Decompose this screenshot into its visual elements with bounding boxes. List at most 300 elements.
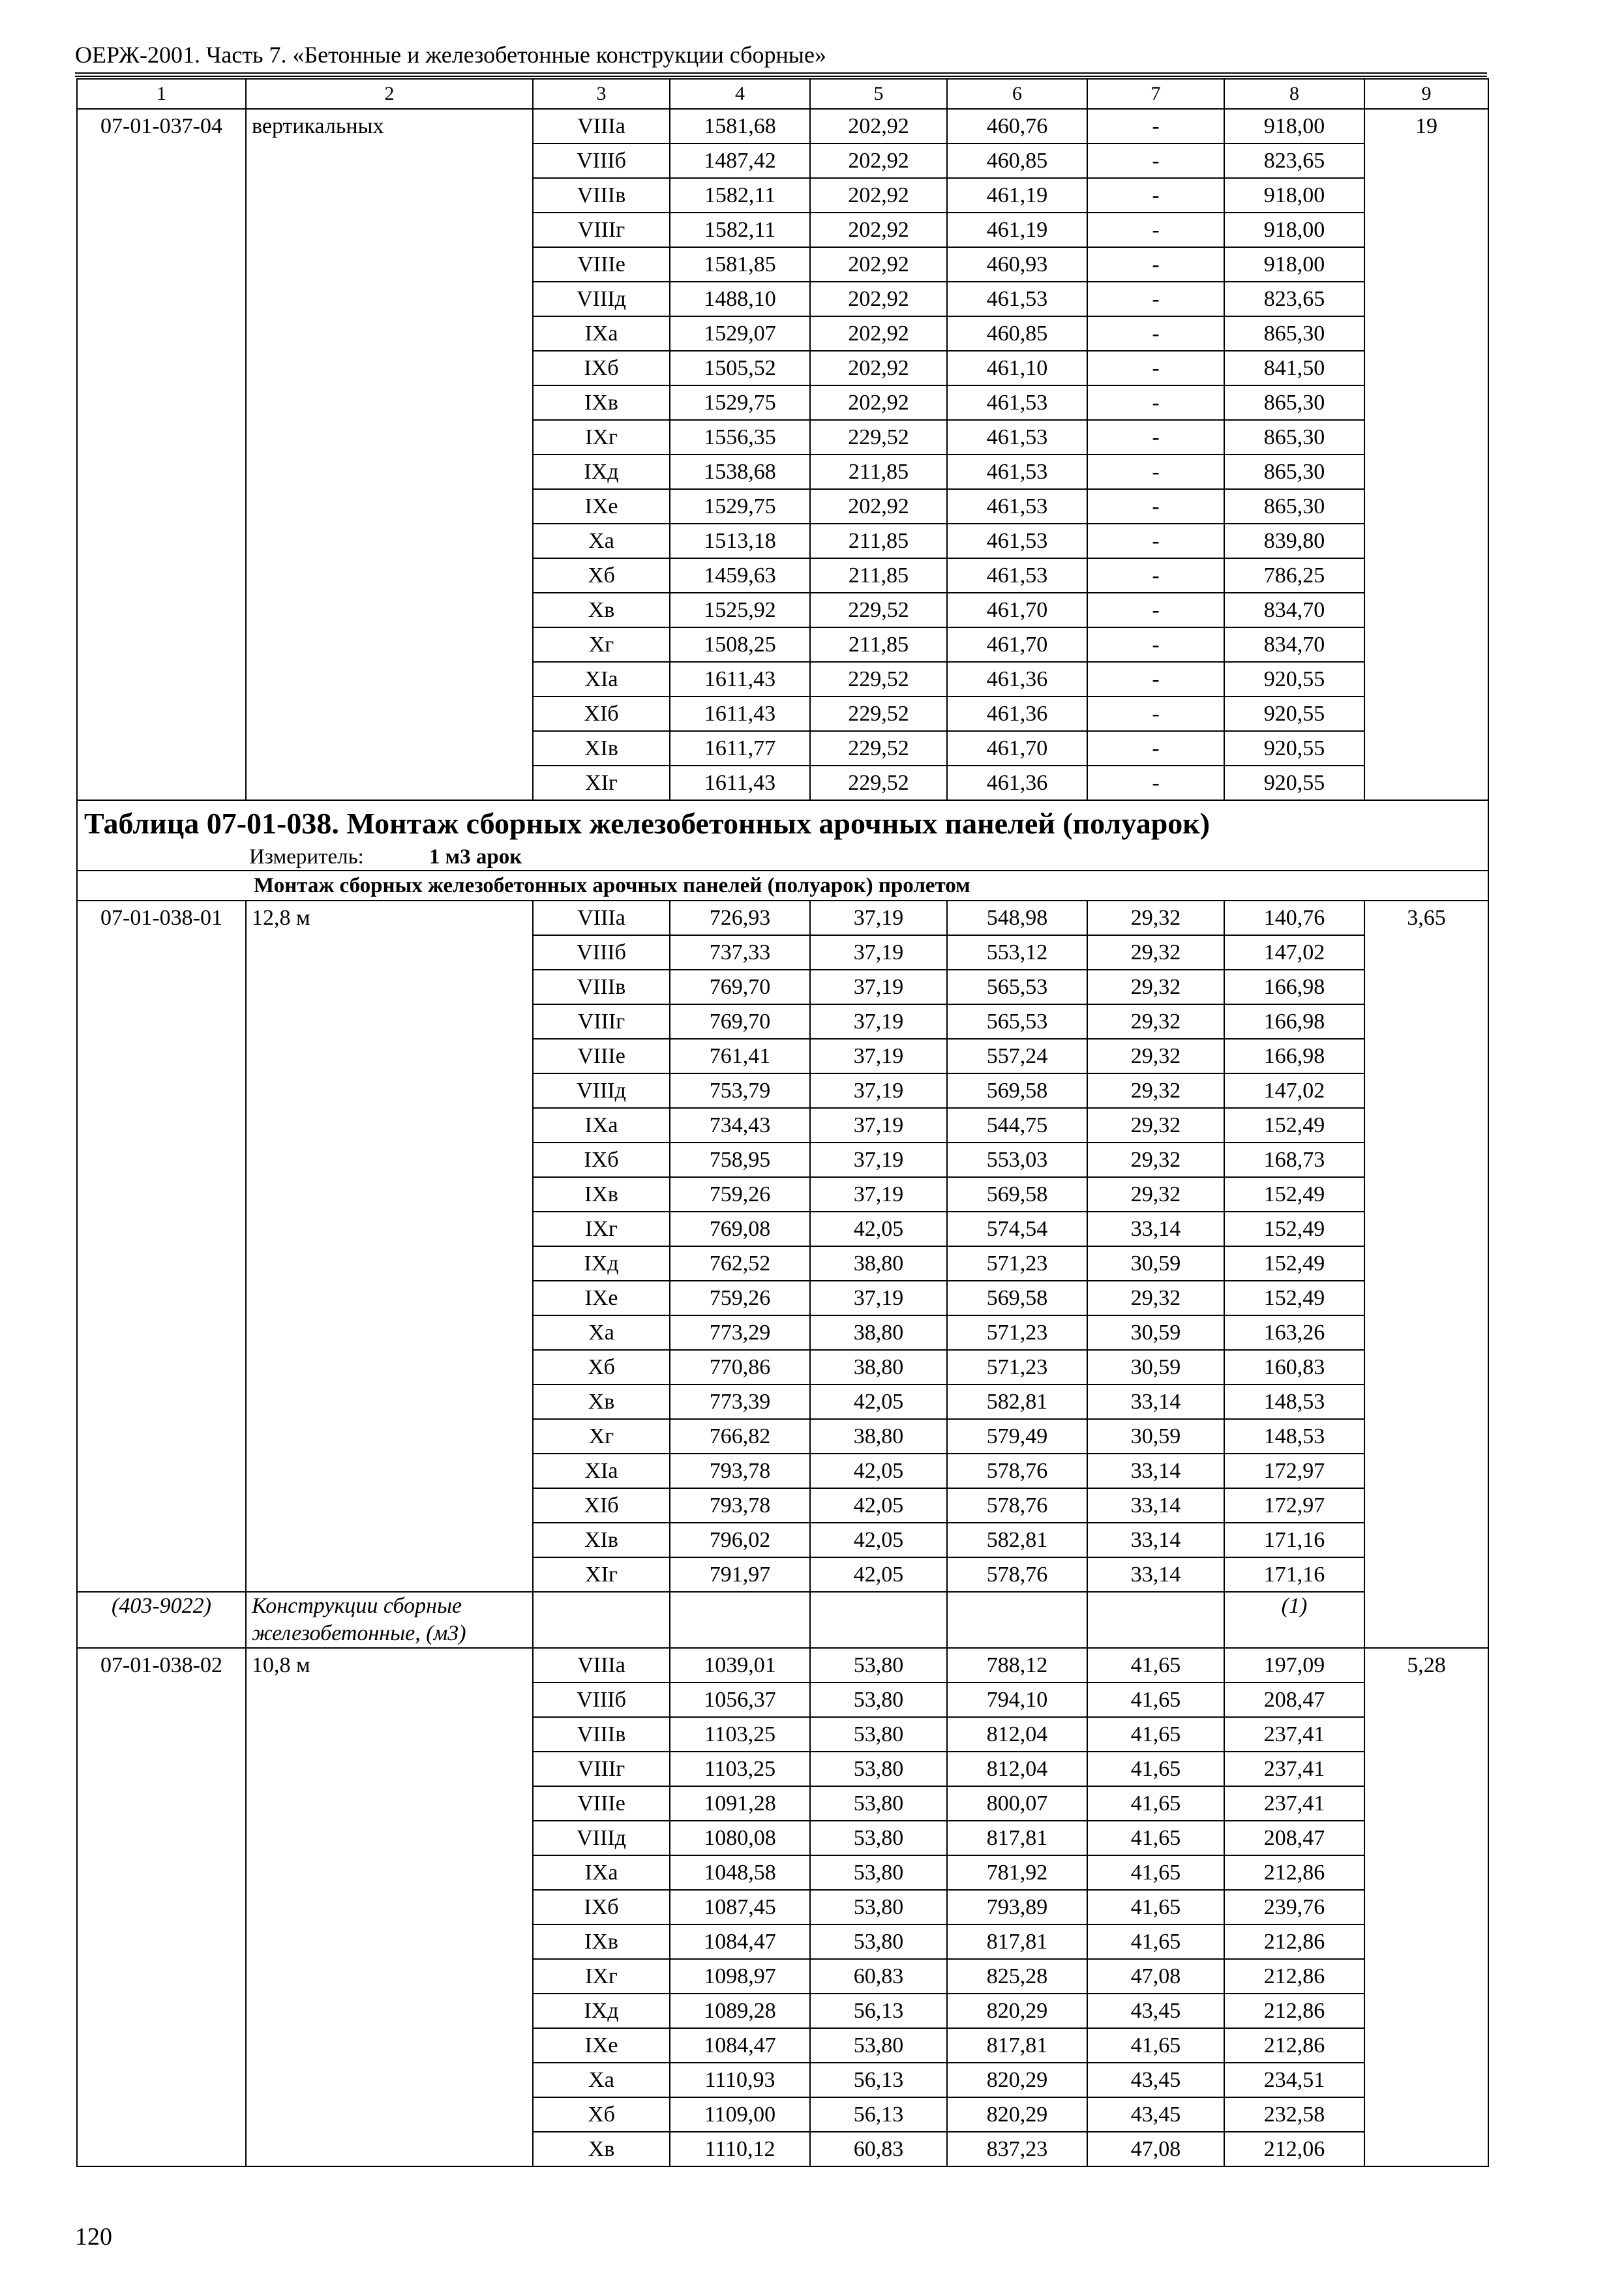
value-cell: 148,53: [1224, 1419, 1364, 1454]
value-cell: 773,39: [670, 1384, 810, 1419]
zone-cell: IXд: [533, 1994, 670, 2028]
value-cell: 168,73: [1224, 1143, 1364, 1177]
value-cell: 1582,11: [670, 213, 810, 247]
zone-cell: Xб: [533, 558, 670, 593]
value-cell: 152,49: [1224, 1246, 1364, 1281]
value-cell: 38,80: [810, 1315, 947, 1350]
zone-cell: IXд: [533, 1246, 670, 1281]
value-cell: 920,55: [1224, 731, 1364, 766]
value-cell: 569,58: [947, 1073, 1087, 1108]
value-cell: 37,19: [810, 1039, 947, 1073]
value-cell: 1611,43: [670, 696, 810, 731]
value-cell: 29,32: [1087, 1073, 1224, 1108]
value-cell: 920,55: [1224, 662, 1364, 696]
zone-cell: VIIIе: [533, 247, 670, 282]
value-cell: 793,89: [947, 1890, 1087, 1924]
value-cell: 212,06: [1224, 2132, 1364, 2166]
value-cell: 211,85: [810, 558, 947, 593]
zone-cell: VIIIе: [533, 1786, 670, 1821]
value-cell: 553,12: [947, 935, 1087, 970]
rate-row: [77, 109, 1488, 143]
rate-code: 07-01-038-02: [77, 1648, 246, 2166]
value-cell: 166,98: [1224, 970, 1364, 1004]
value-cell: 33,14: [1087, 1488, 1224, 1523]
zone-cell: Xб: [533, 1350, 670, 1384]
value-cell: 37,19: [810, 901, 947, 935]
value-cell: 1084,47: [670, 1924, 810, 1959]
value-cell: 229,52: [810, 662, 947, 696]
zone-cell: VIIIa: [533, 901, 670, 935]
value-cell: 53,80: [810, 1890, 947, 1924]
page-header: ОЕРЖ-2001. Часть 7. «Бетонные и железобетонные конструкции сборные»: [75, 42, 826, 68]
zone-cell: VIIIв: [533, 970, 670, 1004]
zone-cell: Xб: [533, 2097, 670, 2132]
value-cell: 461,19: [947, 178, 1087, 213]
zone-cell: XIв: [533, 731, 670, 766]
value-cell: 29,32: [1087, 1177, 1224, 1212]
zone-cell: XIв: [533, 1523, 670, 1557]
value-cell: 53,80: [810, 2028, 947, 2063]
value-cell: 29,32: [1087, 1143, 1224, 1177]
value-cell: 918,00: [1224, 247, 1364, 282]
value-cell: 37,19: [810, 1073, 947, 1108]
value-cell: 461,53: [947, 420, 1087, 455]
value-cell: 212,86: [1224, 1924, 1364, 1959]
value-cell: 30,59: [1087, 1246, 1224, 1281]
value-cell: 817,81: [947, 1821, 1087, 1855]
value-cell: 788,12: [947, 1648, 1087, 1683]
value-cell: 30,59: [1087, 1315, 1224, 1350]
value-cell: 769,70: [670, 970, 810, 1004]
zone-cell: IXб: [533, 351, 670, 385]
zone-cell: VIIIв: [533, 178, 670, 213]
value-cell: 42,05: [810, 1454, 947, 1488]
zone-cell: XIг: [533, 766, 670, 800]
value-cell: 579,49: [947, 1419, 1087, 1454]
column-number: 5: [810, 79, 947, 109]
rate-code: 07-01-037-04: [77, 109, 246, 800]
value-cell: 202,92: [810, 213, 947, 247]
value-cell: 147,02: [1224, 935, 1364, 970]
value-cell: 817,81: [947, 1924, 1087, 1959]
value-cell: 1098,97: [670, 1959, 810, 1994]
zone-cell: VIIIд: [533, 1821, 670, 1855]
value-cell: -: [1087, 316, 1224, 351]
value-cell: 56,13: [810, 1994, 947, 2028]
value-cell: 1611,43: [670, 766, 810, 800]
value-cell: 41,65: [1087, 1648, 1224, 1683]
value-cell: 865,30: [1224, 316, 1364, 351]
value-cell: 820,29: [947, 2063, 1087, 2097]
value-cell: 769,70: [670, 1004, 810, 1039]
value-cell: -: [1087, 385, 1224, 420]
value-cell: 759,26: [670, 1177, 810, 1212]
zone-cell: Xв: [533, 2132, 670, 2166]
zone-cell: VIIIa: [533, 109, 670, 143]
column-number-row: [77, 79, 1488, 109]
value-cell: 548,98: [947, 901, 1087, 935]
column-number: 1: [77, 79, 246, 109]
value-cell: 197,09: [1224, 1648, 1364, 1683]
zone-cell: VIIIг: [533, 1752, 670, 1786]
value-cell: 163,26: [1224, 1315, 1364, 1350]
value-cell: -: [1087, 282, 1224, 316]
value-cell: -: [1087, 766, 1224, 800]
empty-cell: [947, 1592, 1087, 1648]
value-cell: 202,92: [810, 316, 947, 351]
empty-cell: [670, 1592, 810, 1648]
value-cell: 43,45: [1087, 2097, 1224, 2132]
value-cell: 160,83: [1224, 1350, 1364, 1384]
value-cell: 565,53: [947, 970, 1087, 1004]
value-cell: 781,92: [947, 1855, 1087, 1890]
value-cell: 865,30: [1224, 385, 1364, 420]
value-cell: 47,08: [1087, 1959, 1224, 1994]
value-cell: 461,70: [947, 627, 1087, 662]
zone-cell: IXг: [533, 1959, 670, 1994]
zone-cell: Xв: [533, 1384, 670, 1419]
value-cell: 53,80: [810, 1683, 947, 1717]
value-cell: 820,29: [947, 1994, 1087, 2028]
value-cell: 211,85: [810, 627, 947, 662]
column-number: 9: [1364, 79, 1488, 109]
value-cell: 582,81: [947, 1384, 1087, 1419]
value-cell: 1611,77: [670, 731, 810, 766]
value-cell: 33,14: [1087, 1523, 1224, 1557]
value-cell: 578,76: [947, 1488, 1087, 1523]
value-cell: 865,30: [1224, 489, 1364, 524]
meter-line: [77, 844, 1488, 871]
value-cell: -: [1087, 351, 1224, 385]
column-number: 4: [670, 79, 810, 109]
value-cell: 1087,45: [670, 1890, 810, 1924]
value-cell: 166,98: [1224, 1039, 1364, 1073]
value-cell: 918,00: [1224, 109, 1364, 143]
zone-cell: IXa: [533, 1855, 670, 1890]
zone-cell: IXе: [533, 2028, 670, 2063]
value-cell: 460,76: [947, 109, 1087, 143]
value-cell: 202,92: [810, 178, 947, 213]
value-cell: -: [1087, 593, 1224, 627]
meter-unit: 1 м3 арок: [429, 845, 522, 869]
rates-table: [76, 78, 1489, 2167]
rate-name: вертикальных: [246, 109, 533, 800]
rate-row: [77, 901, 1488, 935]
zone-cell: VIIIб: [533, 143, 670, 178]
value-cell: 29,32: [1087, 970, 1224, 1004]
value-cell: 202,92: [810, 351, 947, 385]
zone-cell: XIг: [533, 1557, 670, 1592]
value-cell: 920,55: [1224, 696, 1364, 731]
value-cell: 820,29: [947, 2097, 1087, 2132]
value-cell: 800,07: [947, 1786, 1087, 1821]
value-cell: 839,80: [1224, 524, 1364, 558]
rate-name: 12,8 м: [246, 901, 533, 1592]
value-cell: 1525,92: [670, 593, 810, 627]
value-cell: 557,24: [947, 1039, 1087, 1073]
section-subtitle: Монтаж сборных железобетонных арочных панелей (полуарок) пролетом: [77, 871, 1488, 901]
value-cell: 148,53: [1224, 1384, 1364, 1419]
value-cell: 1084,47: [670, 2028, 810, 2063]
value-cell: 1508,25: [670, 627, 810, 662]
value-cell: 461,53: [947, 524, 1087, 558]
meter-row: [77, 844, 1488, 871]
zone-cell: VIIIб: [533, 935, 670, 970]
subtitle-row: [77, 871, 1488, 901]
header-rule-2: [75, 76, 1487, 77]
value-cell: -: [1087, 696, 1224, 731]
value-cell: 212,86: [1224, 2028, 1364, 2063]
zone-cell: Xг: [533, 627, 670, 662]
value-cell: 212,86: [1224, 1959, 1364, 1994]
empty-cell: [810, 1592, 947, 1648]
value-cell: 29,32: [1087, 1281, 1224, 1315]
zone-cell: VIIIг: [533, 1004, 670, 1039]
resource-value: (1): [1224, 1592, 1364, 1648]
value-cell: 461,36: [947, 766, 1087, 800]
value-cell: -: [1087, 455, 1224, 489]
value-cell: 33,14: [1087, 1212, 1224, 1246]
value-cell: -: [1087, 524, 1224, 558]
value-cell: 37,19: [810, 935, 947, 970]
value-cell: 152,49: [1224, 1281, 1364, 1315]
page-number: 120: [75, 2223, 112, 2251]
value-cell: 823,65: [1224, 282, 1364, 316]
value-cell: 229,52: [810, 766, 947, 800]
value-cell: 171,16: [1224, 1523, 1364, 1557]
zone-cell: IXв: [533, 385, 670, 420]
value-cell: 460,93: [947, 247, 1087, 282]
value-cell: 1103,25: [670, 1717, 810, 1752]
column-number: 8: [1224, 79, 1364, 109]
value-cell: 53,80: [810, 1855, 947, 1890]
value-cell: 29,32: [1087, 935, 1224, 970]
value-cell: 1048,58: [670, 1855, 810, 1890]
value-cell: 1039,01: [670, 1648, 810, 1683]
value-cell: 239,76: [1224, 1890, 1364, 1924]
value-cell: 202,92: [810, 109, 947, 143]
zone-cell: Xг: [533, 1419, 670, 1454]
value-cell: 53,80: [810, 1717, 947, 1752]
zone-cell: IXе: [533, 489, 670, 524]
value-cell: 834,70: [1224, 627, 1364, 662]
value-cell: 37,19: [810, 1281, 947, 1315]
value-cell: 1056,37: [670, 1683, 810, 1717]
value-cell: 461,70: [947, 731, 1087, 766]
value-cell: 1529,75: [670, 489, 810, 524]
value-cell: 1529,07: [670, 316, 810, 351]
zone-cell: XIб: [533, 1488, 670, 1523]
value-cell: 202,92: [810, 489, 947, 524]
value-cell: 237,41: [1224, 1717, 1364, 1752]
value-cell: 41,65: [1087, 1821, 1224, 1855]
zone-cell: Xa: [533, 1315, 670, 1350]
zone-cell: IXб: [533, 1890, 670, 1924]
value-cell: 1091,28: [670, 1786, 810, 1821]
value-cell: 734,43: [670, 1108, 810, 1143]
value-cell: 202,92: [810, 247, 947, 282]
value-cell: 553,03: [947, 1143, 1087, 1177]
value-cell: 37,19: [810, 970, 947, 1004]
value-cell: 229,52: [810, 731, 947, 766]
value-cell: 726,93: [670, 901, 810, 935]
value-cell: 753,79: [670, 1073, 810, 1108]
value-cell: -: [1087, 109, 1224, 143]
value-cell: 1611,43: [670, 662, 810, 696]
zone-cell: XIб: [533, 696, 670, 731]
value-cell: 1529,75: [670, 385, 810, 420]
value-cell: 461,53: [947, 385, 1087, 420]
value-cell: 30,59: [1087, 1350, 1224, 1384]
value-cell: 60,83: [810, 2132, 947, 2166]
value-cell: 172,97: [1224, 1488, 1364, 1523]
value-cell: 461,53: [947, 455, 1087, 489]
zone-cell: IXг: [533, 1212, 670, 1246]
value-cell: -: [1087, 143, 1224, 178]
value-cell: 38,80: [810, 1419, 947, 1454]
rate-name: 10,8 м: [246, 1648, 533, 2166]
value-cell: 56,13: [810, 2063, 947, 2097]
column-number: 6: [947, 79, 1087, 109]
value-cell: 571,23: [947, 1246, 1087, 1281]
value-cell: 38,80: [810, 1350, 947, 1384]
value-cell: 460,85: [947, 143, 1087, 178]
value-cell: 796,02: [670, 1523, 810, 1557]
value-cell: 53,80: [810, 1821, 947, 1855]
value-cell: 234,51: [1224, 2063, 1364, 2097]
value-cell: 794,10: [947, 1683, 1087, 1717]
value-cell: 29,32: [1087, 1108, 1224, 1143]
value-cell: 1109,00: [670, 2097, 810, 2132]
value-cell: 1103,25: [670, 1752, 810, 1786]
value-cell: 1487,42: [670, 143, 810, 178]
value-cell: 53,80: [810, 1924, 947, 1959]
empty-cell: [1087, 1592, 1224, 1648]
value-cell: 1582,11: [670, 178, 810, 213]
column-number: 3: [533, 79, 670, 109]
value-cell: 42,05: [810, 1557, 947, 1592]
value-cell: 41,65: [1087, 1924, 1224, 1959]
value-cell: 37,19: [810, 1004, 947, 1039]
value-cell: 460,85: [947, 316, 1087, 351]
value-cell: 461,70: [947, 593, 1087, 627]
zone-cell: VIIIв: [533, 1717, 670, 1752]
value-cell: 212,86: [1224, 1994, 1364, 2028]
value-cell: 817,81: [947, 2028, 1087, 2063]
value-cell: 1488,10: [670, 282, 810, 316]
value-cell: 1556,35: [670, 420, 810, 455]
value-cell: 461,53: [947, 489, 1087, 524]
value-cell: 461,53: [947, 558, 1087, 593]
value-cell: 41,65: [1087, 1717, 1224, 1752]
table-title-row: [77, 800, 1488, 844]
value-cell: -: [1087, 662, 1224, 696]
value-cell: 737,33: [670, 935, 810, 970]
value-cell: 37,19: [810, 1143, 947, 1177]
meter-label: Измеритель:: [249, 845, 364, 869]
zone-cell: IXб: [533, 1143, 670, 1177]
value-cell: 770,86: [670, 1350, 810, 1384]
value-cell: 152,49: [1224, 1177, 1364, 1212]
value-cell: 202,92: [810, 385, 947, 420]
value-cell: 53,80: [810, 1648, 947, 1683]
value-cell: 578,76: [947, 1454, 1087, 1488]
value-cell: 53,80: [810, 1786, 947, 1821]
value-cell: 582,81: [947, 1523, 1087, 1557]
value-cell: -: [1087, 213, 1224, 247]
value-cell: 544,75: [947, 1108, 1087, 1143]
value-cell: 841,50: [1224, 351, 1364, 385]
zone-cell: IXг: [533, 420, 670, 455]
value-cell: 461,53: [947, 282, 1087, 316]
value-cell: 1110,93: [670, 2063, 810, 2097]
value-cell: 47,08: [1087, 2132, 1224, 2166]
value-cell: 166,98: [1224, 1004, 1364, 1039]
value-cell: 1513,18: [670, 524, 810, 558]
value-cell: 461,36: [947, 662, 1087, 696]
value-cell: -: [1087, 247, 1224, 282]
value-cell: 37,19: [810, 1108, 947, 1143]
value-cell: -: [1087, 558, 1224, 593]
value-cell: 569,58: [947, 1177, 1087, 1212]
value-cell: 834,70: [1224, 593, 1364, 627]
zone-cell: XIa: [533, 662, 670, 696]
zone-cell: IXв: [533, 1924, 670, 1959]
value-cell: 33,14: [1087, 1384, 1224, 1419]
value-cell: 212,86: [1224, 1855, 1364, 1890]
value-cell: 1505,52: [670, 351, 810, 385]
value-cell: 232,58: [1224, 2097, 1364, 2132]
zone-cell: VIIIг: [533, 213, 670, 247]
col9-value: 19: [1364, 109, 1488, 800]
value-cell: 147,02: [1224, 1073, 1364, 1108]
value-cell: 571,23: [947, 1350, 1087, 1384]
value-cell: 202,92: [810, 282, 947, 316]
value-cell: 865,30: [1224, 420, 1364, 455]
value-cell: -: [1087, 420, 1224, 455]
value-cell: 920,55: [1224, 766, 1364, 800]
zone-cell: VIIIa: [533, 1648, 670, 1683]
value-cell: 569,58: [947, 1281, 1087, 1315]
empty-cell: [533, 1592, 670, 1648]
value-cell: 211,85: [810, 524, 947, 558]
value-cell: -: [1087, 627, 1224, 662]
zone-cell: Xв: [533, 593, 670, 627]
value-cell: 29,32: [1087, 901, 1224, 935]
value-cell: 918,00: [1224, 178, 1364, 213]
value-cell: 1089,28: [670, 1994, 810, 2028]
value-cell: -: [1087, 731, 1224, 766]
value-cell: 33,14: [1087, 1557, 1224, 1592]
zone-cell: VIIIд: [533, 1073, 670, 1108]
zone-cell: IXa: [533, 1108, 670, 1143]
value-cell: 769,08: [670, 1212, 810, 1246]
value-cell: 237,41: [1224, 1786, 1364, 1821]
zone-cell: IXд: [533, 455, 670, 489]
value-cell: 60,83: [810, 1959, 947, 1994]
value-cell: 1581,68: [670, 109, 810, 143]
zone-cell: Xa: [533, 524, 670, 558]
value-cell: 1080,08: [670, 1821, 810, 1855]
value-cell: 211,85: [810, 455, 947, 489]
value-cell: 43,45: [1087, 1994, 1224, 2028]
value-cell: 33,14: [1087, 1454, 1224, 1488]
value-cell: 837,23: [947, 2132, 1087, 2166]
column-number: 7: [1087, 79, 1224, 109]
value-cell: 208,47: [1224, 1821, 1364, 1855]
zone-cell: XIa: [533, 1454, 670, 1488]
value-cell: 30,59: [1087, 1419, 1224, 1454]
